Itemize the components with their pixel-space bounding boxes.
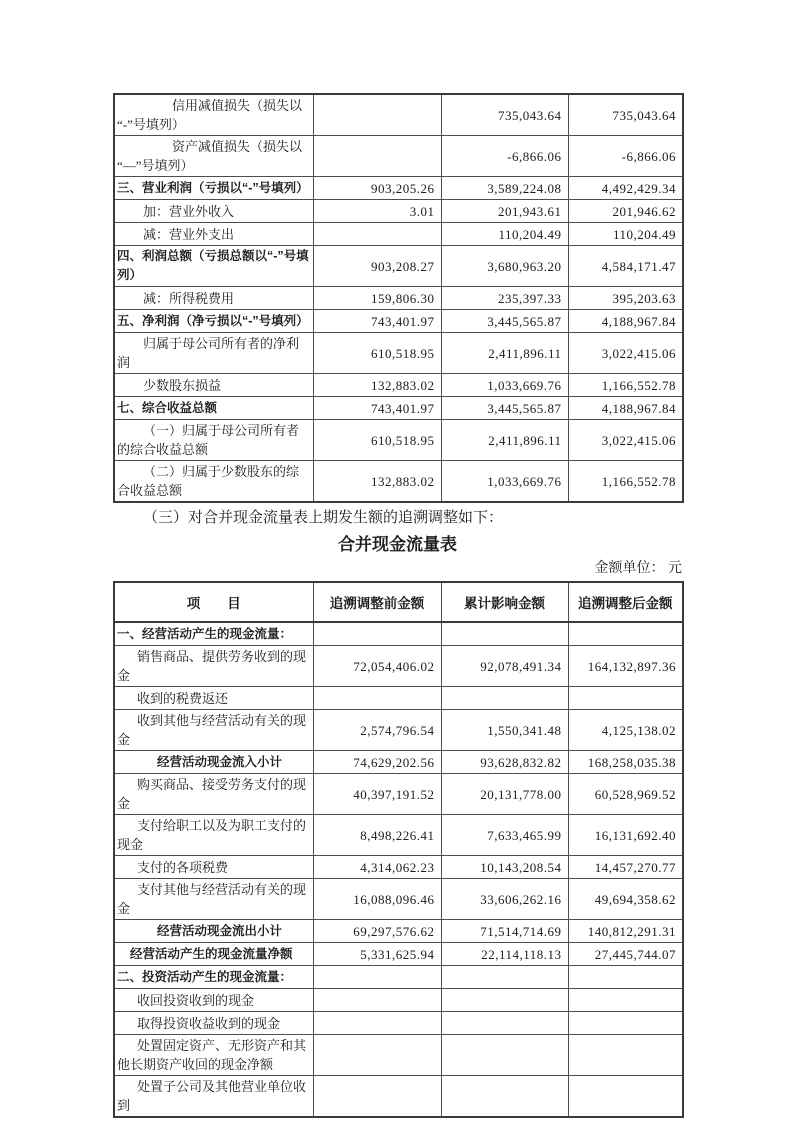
amount-cell: [441, 622, 568, 646]
table-row: [114, 622, 683, 646]
cash-flow-statement-title: 合并现金流量表: [338, 535, 457, 554]
amount-cell: 395,203.63: [568, 287, 683, 310]
column-header-after: 追溯调整后金额: [568, 582, 683, 622]
column-header-before: 追溯调整前金额: [313, 582, 441, 622]
amount-cell: 20,131,778.00: [441, 774, 568, 815]
amount-cell: 3,445,565.87: [441, 310, 568, 333]
amount-cell: 1,166,552.78: [568, 374, 683, 397]
item-cell: 支付给职工以及为职工支付的现金: [114, 815, 313, 856]
item-cell: 一、经营活动产生的现金流量：: [114, 622, 313, 646]
amount-cell: [313, 966, 441, 989]
amount-cell: 4,492,429.34: [568, 177, 683, 200]
amount-cell: 93,628,832.82: [441, 751, 568, 774]
amount-cell: 33,606,262.16: [441, 879, 568, 920]
amount-cell: [441, 989, 568, 1012]
cash-flow-table-header: [114, 582, 683, 622]
amount-cell: 140,812,291.31: [568, 920, 683, 943]
amount-cell: [441, 687, 568, 710]
table-row: [114, 774, 683, 815]
item-cell: 归属于母公司所有者的净利润: [114, 333, 313, 374]
amount-cell: 3,022,415.06: [568, 420, 683, 461]
table-row: [114, 200, 683, 223]
table-row: [114, 397, 683, 420]
item-cell: 购买商品、接受劳务支付的现金: [114, 774, 313, 815]
amount-cell: [568, 687, 683, 710]
amount-cell: [568, 989, 683, 1012]
amount-cell: 69,297,576.62: [313, 920, 441, 943]
table-row: [114, 420, 683, 461]
item-cell: 信用减值损失（损失以“-”号填列）: [114, 94, 313, 136]
table-row: [114, 710, 683, 751]
amount-cell: 74,629,202.56: [313, 751, 441, 774]
amount-cell: 3,445,565.87: [441, 397, 568, 420]
document-content: [113, 93, 682, 1118]
amount-cell: [568, 1012, 683, 1035]
item-cell: （二）归属于少数股东的综合收益总额: [114, 461, 313, 503]
amount-cell: 743,401.97: [313, 397, 441, 420]
amount-cell: 132,883.02: [313, 374, 441, 397]
amount-cell: 201,946.62: [568, 200, 683, 223]
amount-cell: 8,498,226.41: [313, 815, 441, 856]
amount-cell: 1,033,669.76: [441, 461, 568, 503]
amount-cell: 903,205.26: [313, 177, 441, 200]
item-cell: 资产减值损失（损失以“—”号填列）: [114, 136, 313, 177]
table-row: [114, 374, 683, 397]
amount-cell: [313, 223, 441, 246]
cash-flow-rows: [114, 622, 683, 1117]
amount-cell: 4,188,967.84: [568, 397, 683, 420]
column-header-item: 项 目: [114, 582, 313, 622]
table-row: [114, 333, 683, 374]
amount-cell: [441, 1035, 568, 1076]
table-row: [114, 1076, 683, 1118]
amount-cell: 1,033,669.76: [441, 374, 568, 397]
amount-cell: 16,131,692.40: [568, 815, 683, 856]
amount-cell: [313, 1035, 441, 1076]
table-row: [114, 856, 683, 879]
amount-cell: 903,208.27: [313, 246, 441, 287]
header-row: [114, 582, 683, 622]
amount-cell: [568, 966, 683, 989]
amount-cell: 2,411,896.11: [441, 333, 568, 374]
amount-cell: [441, 1076, 568, 1118]
amount-cell: 735,043.64: [568, 94, 683, 136]
table-row: [114, 177, 683, 200]
item-cell: 减：营业外支出: [114, 223, 313, 246]
amount-cell: 164,132,897.36: [568, 646, 683, 687]
table-row: [114, 461, 683, 503]
item-cell: （一）归属于母公司所有者的综合收益总额: [114, 420, 313, 461]
amount-cell: 110,204.49: [568, 223, 683, 246]
amount-cell: [568, 1076, 683, 1118]
amount-cell: 4,314,062.23: [313, 856, 441, 879]
amount-cell: 110,204.49: [441, 223, 568, 246]
amount-cell: [568, 622, 683, 646]
item-cell: 支付的各项税费: [114, 856, 313, 879]
table-row: [114, 646, 683, 687]
table-row: [114, 94, 683, 136]
amount-cell: 3.01: [313, 200, 441, 223]
table-row: [114, 751, 683, 774]
amount-cell: [313, 687, 441, 710]
item-cell: 收到其他与经营活动有关的现金: [114, 710, 313, 751]
table-row: [114, 287, 683, 310]
amount-cell: 3,022,415.06: [568, 333, 683, 374]
item-cell: 五、净利润（净亏损以“-”号填列）: [114, 310, 313, 333]
amount-cell: [313, 1076, 441, 1118]
amount-cell: 71,514,714.69: [441, 920, 568, 943]
amount-cell: [313, 1012, 441, 1035]
item-cell: 经营活动现金流出小计: [114, 920, 313, 943]
table-row: [114, 136, 683, 177]
item-cell: 经营活动产生的现金流量净额: [114, 943, 313, 966]
table-row: [114, 310, 683, 333]
table-row: [114, 1035, 683, 1076]
amount-cell: [441, 1012, 568, 1035]
item-cell: 销售商品、提供劳务收到的现金: [114, 646, 313, 687]
amount-cell: [313, 989, 441, 1012]
item-cell: 支付其他与经营活动有关的现金: [114, 879, 313, 920]
income-statement-table: [113, 93, 684, 503]
table-row: [114, 943, 683, 966]
item-cell: 四、利润总额（亏损总额以“-”号填列）: [114, 246, 313, 287]
item-cell: 七、综合收益总额: [114, 397, 313, 420]
amount-cell: 159,806.30: [313, 287, 441, 310]
item-cell: 处置子公司及其他营业单位收到: [114, 1076, 313, 1118]
amount-cell: 7,633,465.99: [441, 815, 568, 856]
amount-cell: [313, 622, 441, 646]
table-row: [114, 815, 683, 856]
amount-cell: 92,078,491.34: [441, 646, 568, 687]
amount-cell: 4,125,138.02: [568, 710, 683, 751]
cash-flow-table: [113, 581, 684, 1118]
table-row: [114, 989, 683, 1012]
retrospective-adjustment-note: （三）对合并现金流量表上期发生额的追溯调整如下：: [143, 510, 504, 526]
table-row: [114, 966, 683, 989]
amount-cell: 3,589,224.08: [441, 177, 568, 200]
income-statement-rows: [114, 94, 683, 502]
item-cell: 收回投资收到的现金: [114, 989, 313, 1012]
item-cell: 收到的税费返还: [114, 687, 313, 710]
amount-cell: 2,574,796.54: [313, 710, 441, 751]
item-cell: 加：营业外收入: [114, 200, 313, 223]
amount-cell: 610,518.95: [313, 333, 441, 374]
item-cell: 减：所得税费用: [114, 287, 313, 310]
item-cell: 处置固定资产、无形资产和其他长期资产收回的现金净额: [114, 1035, 313, 1076]
amount-cell: [313, 136, 441, 177]
amount-cell: 1,550,341.48: [441, 710, 568, 751]
amount-cell: 10,143,208.54: [441, 856, 568, 879]
table-row: [114, 246, 683, 287]
amount-unit-label: 金额单位： 元: [594, 561, 682, 576]
table-row: [114, 1012, 683, 1035]
amount-cell: 60,528,969.52: [568, 774, 683, 815]
amount-cell: 743,401.97: [313, 310, 441, 333]
amount-cell: 4,188,967.84: [568, 310, 683, 333]
amount-cell: 72,054,406.02: [313, 646, 441, 687]
amount-cell: 4,584,171.47: [568, 246, 683, 287]
amount-cell: 201,943.61: [441, 200, 568, 223]
amount-cell: 40,397,191.52: [313, 774, 441, 815]
amount-cell: 1,166,552.78: [568, 461, 683, 503]
item-cell: 少数股东损益: [114, 374, 313, 397]
amount-cell: 3,680,963.20: [441, 246, 568, 287]
amount-cell: 49,694,358.62: [568, 879, 683, 920]
amount-cell: 16,088,096.46: [313, 879, 441, 920]
amount-cell: 735,043.64: [441, 94, 568, 136]
column-header-impact: 累计影响金额: [441, 582, 568, 622]
amount-cell: 22,114,118.13: [441, 943, 568, 966]
table-row: [114, 687, 683, 710]
amount-cell: -6,866.06: [441, 136, 568, 177]
item-cell: 取得投资收益收到的现金: [114, 1012, 313, 1035]
table-row: [114, 223, 683, 246]
table-row: [114, 879, 683, 920]
amount-cell: 235,397.33: [441, 287, 568, 310]
amount-cell: [568, 1035, 683, 1076]
amount-cell: 2,411,896.11: [441, 420, 568, 461]
item-cell: 三、营业利润（亏损以“-”号填列）: [114, 177, 313, 200]
amount-cell: [313, 94, 441, 136]
amount-cell: 27,445,744.07: [568, 943, 683, 966]
amount-cell: [441, 966, 568, 989]
amount-cell: -6,866.06: [568, 136, 683, 177]
amount-cell: 5,331,625.94: [313, 943, 441, 966]
item-cell: 经营活动现金流入小计: [114, 751, 313, 774]
amount-cell: 610,518.95: [313, 420, 441, 461]
amount-cell: 14,457,270.77: [568, 856, 683, 879]
table-row: [114, 920, 683, 943]
amount-cell: 168,258,035.38: [568, 751, 683, 774]
item-cell: 二、投资活动产生的现金流量：: [114, 966, 313, 989]
amount-cell: 132,883.02: [313, 461, 441, 503]
